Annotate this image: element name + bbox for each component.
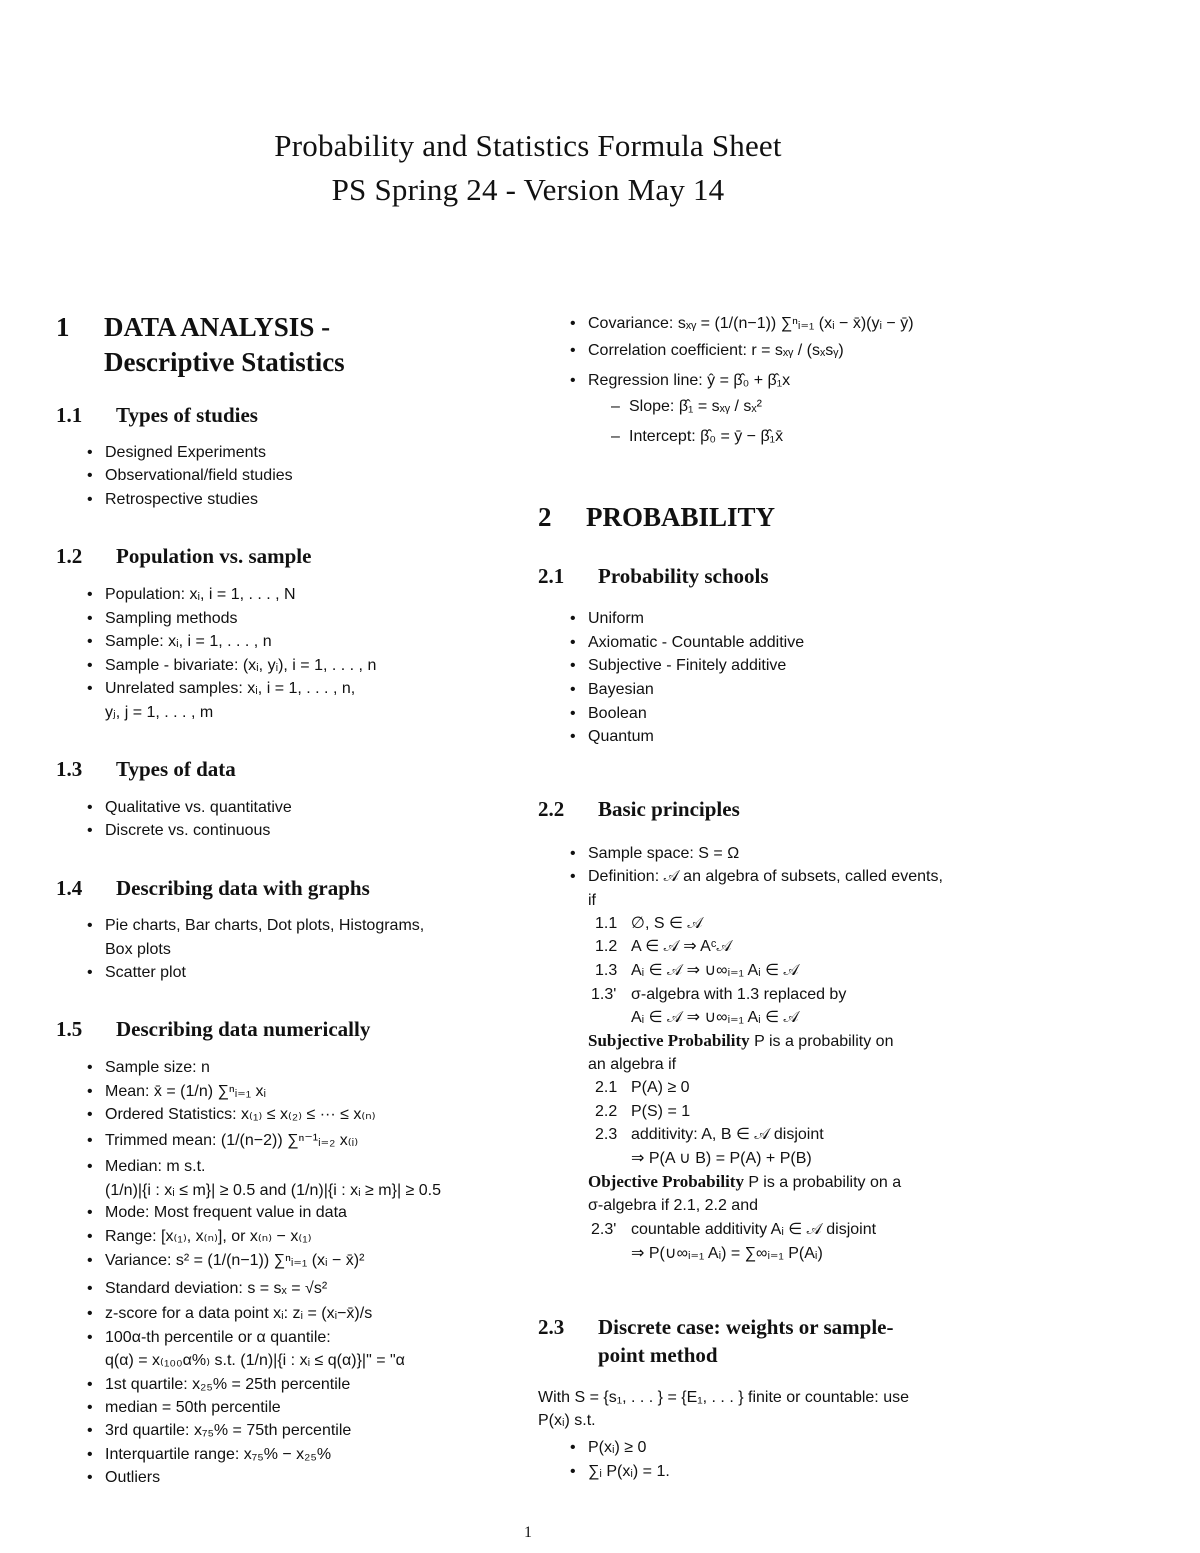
list-item: • Scatter plot (105, 962, 186, 984)
subsection-1-2-heading (56, 542, 311, 570)
list-item: • median = 50th percentile (105, 1397, 281, 1419)
sub-list-item: – Slope: β̂₁ = sₓᵧ / sₓ² (629, 396, 762, 418)
subsection-number: 2.3 (538, 1315, 565, 1339)
enum-continuation: ⇒ P(∪∞ᵢ₌₁ Aᵢ) = ∑∞ᵢ₌₁ P(Aᵢ) (631, 1245, 823, 1262)
subsection-title: Types of studies (116, 403, 258, 427)
list-item: • Sample size: n (105, 1057, 210, 1079)
list-item: • Outliers (105, 1467, 160, 1489)
enum-text: P(S) = 1 (631, 1103, 691, 1120)
enum-number: 1.3' (591, 986, 617, 1003)
enum-number: 1.1 (595, 915, 618, 932)
list-item: • Sampling methods (105, 608, 238, 630)
list-item-continuation: q(α) = x₍₁₀₀α%₎ s.t. (1/n)|{i : xᵢ ≤ q(α)}|" = "α (105, 1352, 405, 1369)
subsection-1-4-heading (56, 874, 370, 902)
list-item: • Ordered Statistics: x₍₁₎ ≤ x₍₂₎ ≤ ··· ≤ x₍ₙ₎ (105, 1104, 376, 1126)
definition-text: P is a probability on a (743, 1174, 902, 1191)
list-item: • z-score for a data point xᵢ: zᵢ = (xᵢ−x̄)/s (105, 1303, 372, 1325)
list-item: • Qualitative vs. quantitative (105, 797, 292, 819)
list-item: • Interquartile range: x₇₅% − x₂₅% (105, 1444, 331, 1466)
subsection-title: Describing data with graphs (116, 876, 370, 900)
list-item: • Bayesian (588, 679, 654, 701)
list-item: • Median: m s.t. (105, 1156, 205, 1178)
enum-number: 1.3 (595, 962, 618, 979)
subsection-number: 1.3 (56, 757, 83, 781)
subsection-title: Describing data numerically (116, 1017, 371, 1041)
subsection-1-3-heading (56, 755, 236, 783)
enum-text: countable additivity Aᵢ ∈ 𝒜 disjoint (631, 1221, 877, 1238)
section-2-heading (538, 500, 775, 534)
list-item-continuation: (1/n)|{i : xᵢ ≤ m}| ≥ 0.5 and (1/n)|{i : xᵢ ≥ m}| ≥ 0.5 (105, 1182, 442, 1199)
sub-list-item: – Intercept: β̂₀ = ȳ − β̂₁x̄ (629, 426, 783, 448)
list-item: • Sample - bivariate: (xᵢ, yᵢ), i = 1, . . . , n (105, 655, 376, 677)
list-item: • Definition: 𝒜 an algebra of subsets, called events, (588, 866, 943, 888)
list-item: • ∑ᵢ P(xᵢ) = 1. (588, 1461, 670, 1483)
enum-continuation: ⇒ P(A ∪ B) = P(A) + P(B) (631, 1150, 812, 1167)
subsection-1-5-heading (56, 1015, 370, 1043)
list-item-continuation: Box plots (105, 941, 171, 958)
term-bold: Subjective Probability (588, 1031, 750, 1050)
list-item: • Observational/field studies (105, 465, 293, 487)
list-item: • Designed Experiments (105, 442, 266, 464)
subsection-1-1-heading (56, 401, 258, 429)
list-item: • Correlation coefficient: r = sₓᵧ / (sₓsᵧ) (588, 340, 844, 362)
enum-number: 2.2 (595, 1103, 618, 1120)
enum-text: additivity: A, B ∈ 𝒜 disjoint (631, 1126, 824, 1143)
section-number: 1 (56, 312, 70, 342)
list-item: • Subjective - Finitely additive (588, 655, 786, 677)
list-item: • Variance: s² = (1/(n−1)) ∑ⁿᵢ₌₁ (xᵢ − x̄)² (105, 1250, 364, 1272)
subsection-title: Probability schools (598, 564, 769, 588)
subsection-2-1-heading (538, 562, 769, 590)
enum-text: A ∈ 𝒜 ⇒ Aᶜ𝒜 (631, 938, 732, 955)
list-item: • 1st quartile: x₂₅% = 25th percentile (105, 1374, 350, 1396)
list-item: • Retrospective studies (105, 489, 258, 511)
definition-continuation: σ-algebra if 2.1, 2.2 and (588, 1197, 758, 1214)
list-item: • Standard deviation: s = sₓ = √s² (105, 1278, 327, 1300)
subsection-title: Types of data (116, 757, 236, 781)
list-item: • Mean: x̄ = (1/n) ∑ⁿᵢ₌₁ xᵢ (105, 1081, 266, 1103)
subsection-2-2-heading (538, 795, 740, 823)
list-item: • Sample space: S = Ω (588, 843, 739, 865)
list-item: • Regression line: ŷ = β̂₀ + β̂₁x (588, 370, 790, 392)
section-title: PROBABILITY (586, 502, 776, 532)
subsection-number: 2.2 (538, 797, 565, 821)
list-item: • 100α-th percentile or α quantile: (105, 1327, 331, 1349)
section-title: DATA ANALYSIS - (104, 312, 331, 342)
definition-continuation: an algebra if (588, 1056, 677, 1073)
enum-text: ∅, S ∈ 𝒜 (631, 915, 703, 932)
subsection-title: Population vs. sample (116, 544, 312, 568)
enum-number: 2.3' (591, 1221, 617, 1238)
paragraph-text: With S = {s₁, . . . } = {E₁, . . . } finite or countable: use (538, 1389, 909, 1406)
list-item-continuation: yⱼ, j = 1, . . . , m (105, 704, 214, 721)
enum-number: 1.2 (595, 938, 618, 955)
enum-text: P(A) ≥ 0 (631, 1079, 690, 1096)
subsection-number: 1.5 (56, 1017, 83, 1041)
list-item: • Discrete vs. continuous (105, 820, 270, 842)
subsection-title: Discrete case: weights or sample- (598, 1315, 894, 1339)
list-item: • Pie charts, Bar charts, Dot plots, Histograms, (105, 915, 424, 937)
section-1-heading-line2: Descriptive Statistics (104, 347, 345, 377)
definition-text: P is a probability on (749, 1033, 894, 1050)
enum-number: 2.1 (595, 1079, 618, 1096)
objective-probability-definition (588, 1171, 901, 1194)
list-item: • Axiomatic - Countable additive (588, 632, 804, 654)
enum-text: σ-algebra with 1.3 replaced by (631, 986, 847, 1003)
list-item: • Mode: Most frequent value in data (105, 1202, 347, 1224)
subsection-number: 1.4 (56, 876, 83, 900)
section-number: 2 (538, 502, 552, 532)
list-item: • Boolean (588, 703, 647, 725)
list-item: • Quantum (588, 726, 654, 748)
subsection-title: Basic principles (598, 797, 740, 821)
list-item: • P(xᵢ) ≥ 0 (588, 1437, 646, 1459)
term-bold: Objective Probability (588, 1172, 744, 1191)
document-title: Probability and Statistics Formula Sheet (274, 128, 782, 163)
list-item: • Uniform (588, 608, 644, 630)
list-item: • Trimmed mean: (1/(n−2)) ∑ⁿ⁻¹ᵢ₌₂ x₍ᵢ₎ (105, 1130, 358, 1152)
enum-number: 2.3 (595, 1126, 618, 1143)
enum-text: Aᵢ ∈ 𝒜 ⇒ ∪∞ᵢ₌₁ Aᵢ ∈ 𝒜 (631, 962, 799, 979)
enum-continuation: Aᵢ ∈ 𝒜 ⇒ ∪∞ᵢ₌₁ Aᵢ ∈ 𝒜 (631, 1009, 799, 1026)
list-item-continuation: if (588, 892, 596, 909)
list-item: • 3rd quartile: x₇₅% = 75th percentile (105, 1420, 351, 1442)
list-item: • Range: [x₍₁₎, x₍ₙ₎], or x₍ₙ₎ − x₍₁₎ (105, 1226, 312, 1248)
subsection-number: 1.1 (56, 403, 83, 427)
list-item: • Covariance: sₓᵧ = (1/(n−1)) ∑ⁿᵢ₌₁ (xᵢ − x̄)(yᵢ − ȳ) (588, 313, 914, 335)
section-1-heading (56, 310, 330, 344)
list-item: • Population: xᵢ, i = 1, . . . , N (105, 584, 296, 606)
subsection-number: 1.2 (56, 544, 83, 568)
subjective-probability-definition (588, 1030, 893, 1053)
subsection-number: 2.1 (538, 564, 565, 588)
subsection-2-3-heading (538, 1313, 893, 1341)
page-number: 1 (524, 1524, 532, 1541)
paragraph-text: P(xᵢ) s.t. (538, 1412, 596, 1429)
list-item: • Unrelated samples: xᵢ, i = 1, . . . , n, (105, 678, 355, 700)
list-item: • Sample: xᵢ, i = 1, . . . , n (105, 631, 272, 653)
document-subtitle: PS Spring 24 - Version May 14 (331, 172, 725, 207)
subsection-2-3-heading-line2: point method (598, 1343, 718, 1367)
